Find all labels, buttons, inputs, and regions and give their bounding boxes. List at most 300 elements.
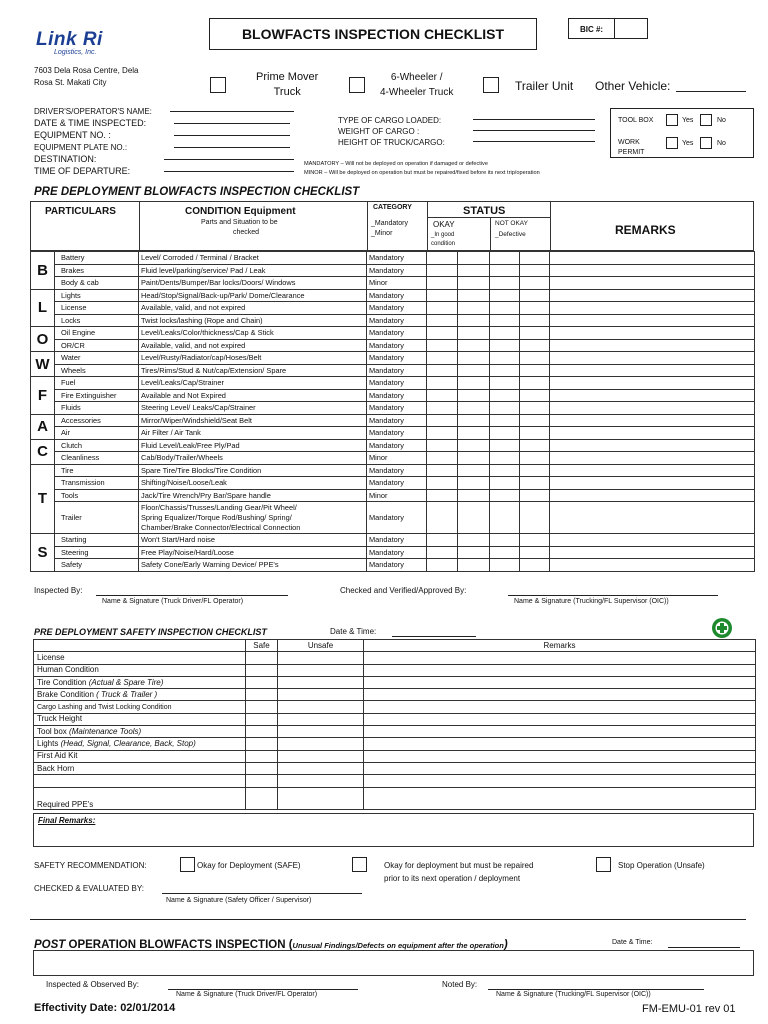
repair-deploy-line2: prior to its next operation / deployment <box>384 874 521 883</box>
safety-unsafe-cell[interactable] <box>278 762 364 774</box>
noted-by-input[interactable] <box>488 989 704 990</box>
safety-item-cell <box>34 738 246 750</box>
category-cell: Mandatory <box>367 502 427 534</box>
notokay-b-cell[interactable] <box>520 314 550 327</box>
safety-unsafe-cell[interactable] <box>278 775 364 787</box>
notokay-a-cell[interactable] <box>490 559 520 572</box>
blowfacts-row <box>31 327 755 340</box>
particular-cell: Clutch <box>55 439 139 452</box>
remarks-header: REMARKS <box>615 223 676 237</box>
remarks-cell[interactable] <box>550 534 755 547</box>
noted-by-label: Noted By: <box>442 980 478 989</box>
inspected-by-input[interactable] <box>96 595 288 596</box>
okay-a-cell[interactable] <box>427 352 458 365</box>
notokay-b-cell[interactable] <box>520 252 550 265</box>
safe-header: Safe <box>246 640 278 652</box>
remarks-cell[interactable] <box>550 452 755 465</box>
truck-height-input[interactable] <box>473 141 595 142</box>
okay-a-cell[interactable] <box>427 414 458 427</box>
checked-evaluated-input[interactable] <box>162 893 362 894</box>
okay-a-cell[interactable] <box>427 546 458 559</box>
condition-cell: Shifting/Noise/Loose/Leak <box>139 477 367 490</box>
okay-b-cell[interactable] <box>458 559 490 572</box>
permit-label-1: WORK <box>618 139 640 146</box>
safe-deploy-label: Okay for Deployment (SAFE) <box>197 861 301 870</box>
notokay-a-cell[interactable] <box>490 289 520 302</box>
wheeler-line1: 6-Wheeler / <box>390 72 443 83</box>
blowfacts-row <box>31 477 755 490</box>
safety-remarks-cell[interactable] <box>364 713 756 725</box>
prime-mover-checkbox[interactable] <box>210 77 226 93</box>
okay-a-cell[interactable] <box>427 427 458 440</box>
safety-remarks-cell[interactable] <box>364 676 756 688</box>
safety-safe-cell[interactable] <box>246 726 278 738</box>
safe-deploy-checkbox[interactable] <box>180 857 195 872</box>
okay-b-cell[interactable] <box>458 534 490 547</box>
safety-remarks-cell[interactable] <box>364 738 756 750</box>
safety-safe-cell[interactable] <box>246 652 278 664</box>
okay-a-cell[interactable] <box>427 252 458 265</box>
post-date-input[interactable] <box>668 947 740 948</box>
safety-item-cell <box>34 652 246 664</box>
notokay-a-cell[interactable] <box>490 502 520 534</box>
safety-unsafe-cell[interactable] <box>278 726 364 738</box>
safety-table <box>33 639 756 810</box>
notokay-b-cell[interactable] <box>520 389 550 402</box>
destination-input[interactable] <box>164 159 294 160</box>
remarks-cell[interactable] <box>550 327 755 340</box>
prime-mover-label <box>256 70 318 100</box>
condition-cell: Level/ Corroded / Terminal / Bracket <box>139 252 367 265</box>
okay-b-cell[interactable] <box>458 289 490 302</box>
particular-cell: Trailer <box>55 502 139 534</box>
departure-input[interactable] <box>164 171 294 172</box>
condition-line: Chamber/Brake Connector/Electrical Connection <box>141 522 301 532</box>
safety-item-label: Tool box <box>37 726 67 736</box>
okay-b-cell[interactable] <box>458 302 490 315</box>
post-title-sub: Unusual Findings/Defects on equipment after the operation <box>292 941 504 950</box>
notokay-a-cell[interactable] <box>490 302 520 315</box>
okay-a-cell[interactable] <box>427 364 458 377</box>
notokay-a-cell[interactable] <box>490 439 520 452</box>
notokay-b-cell[interactable] <box>520 427 550 440</box>
safety-item-note: (Actual & Spare Tire) <box>88 677 164 687</box>
okay-sub-2: condition <box>431 241 456 247</box>
notokay-b-cell[interactable] <box>520 352 550 365</box>
notokay-a-cell[interactable] <box>490 327 520 340</box>
category-cell: Mandatory <box>367 477 427 490</box>
notokay-a-cell[interactable] <box>490 534 520 547</box>
safety-remarks-cell[interactable] <box>364 787 756 809</box>
prime-mover-line1: Prime Mover <box>256 71 319 83</box>
condition-cell: Fluid Level/Leak/Free Ply/Pad <box>139 439 367 452</box>
checked-by-label: Checked and Verified/Approved By: <box>340 586 467 595</box>
departure-label: TIME OF DEPARTURE: <box>34 166 131 176</box>
safety-unsafe-cell[interactable] <box>278 689 364 701</box>
blowfacts-row <box>31 559 755 572</box>
permit-label-2: PERMIT <box>618 149 645 156</box>
remarks-cell[interactable] <box>550 302 755 315</box>
okay-a-cell[interactable] <box>427 489 458 502</box>
remarks-cell[interactable] <box>550 414 755 427</box>
safety-unsafe-cell[interactable] <box>278 664 364 676</box>
notokay-sub: _Defective <box>495 231 526 238</box>
safety-remarks-cell[interactable] <box>364 652 756 664</box>
safety-row <box>34 738 756 750</box>
okay-b-cell[interactable] <box>458 464 490 477</box>
category-cell: Mandatory <box>367 427 427 440</box>
destination-label: DESTINATION: <box>34 154 97 164</box>
particular-cell: Body & cab <box>55 277 139 290</box>
notokay-b-cell[interactable] <box>520 289 550 302</box>
notokay-b-cell[interactable] <box>520 464 550 477</box>
remarks-cell[interactable] <box>550 489 755 502</box>
safety-row <box>34 701 756 713</box>
okay-a-cell[interactable] <box>427 534 458 547</box>
permit-no-checkbox[interactable] <box>700 137 712 149</box>
company-address <box>34 65 139 89</box>
okay-b-cell[interactable] <box>458 264 490 277</box>
category-notes <box>304 160 540 178</box>
category-cell: Mandatory <box>367 327 427 340</box>
okay-a-cell[interactable] <box>427 389 458 402</box>
post-operation-box[interactable] <box>33 950 754 976</box>
safety-row <box>34 762 756 774</box>
safety-safe-cell[interactable] <box>246 775 278 787</box>
category-cell: Mandatory <box>367 377 427 390</box>
notokay-a-cell[interactable] <box>490 452 520 465</box>
safety-item-label: Lights <box>37 739 59 749</box>
notokay-b-cell[interactable] <box>520 339 550 352</box>
blowfacts-row <box>31 439 755 452</box>
safety-rec-label: SAFETY RECOMMENDATION: <box>34 861 147 870</box>
notokay-b-cell[interactable] <box>520 452 550 465</box>
remarks-cell[interactable] <box>550 352 755 365</box>
particular-cell: Lights <box>55 289 139 302</box>
notokay-a-cell[interactable] <box>490 477 520 490</box>
stop-operation-checkbox[interactable] <box>596 857 611 872</box>
permit-yes-checkbox[interactable] <box>666 137 678 149</box>
toolbox-yes-label: Yes <box>682 117 694 124</box>
notokay-b-cell[interactable] <box>520 327 550 340</box>
remarks-cell[interactable] <box>550 277 755 290</box>
okay-b-cell[interactable] <box>458 352 490 365</box>
notokay-b-cell[interactable] <box>520 502 550 534</box>
safety-safe-cell[interactable] <box>246 664 278 676</box>
blowfacts-row <box>31 489 755 502</box>
okay-b-cell[interactable] <box>458 546 490 559</box>
okay-b-cell[interactable] <box>458 277 490 290</box>
remarks-cell[interactable] <box>550 477 755 490</box>
okay-b-cell[interactable] <box>458 439 490 452</box>
safety-remarks-cell[interactable] <box>364 726 756 738</box>
plate-no-input[interactable] <box>174 147 290 148</box>
okay-a-cell[interactable] <box>427 477 458 490</box>
notokay-b-cell[interactable] <box>520 559 550 572</box>
notokay-b-cell[interactable] <box>520 439 550 452</box>
logo-text: Link Ri <box>36 29 103 50</box>
safety-unsafe-cell[interactable] <box>278 750 364 762</box>
safety-remarks-cell[interactable] <box>364 762 756 774</box>
okay-b-cell[interactable] <box>458 427 490 440</box>
safety-remarks-cell[interactable] <box>364 775 756 787</box>
notokay-a-cell[interactable] <box>490 389 520 402</box>
remarks-cell[interactable] <box>550 439 755 452</box>
safety-unsafe-cell[interactable] <box>278 713 364 725</box>
minor-note: MINOR – Will be deployed on operation but must be repaired/fixed before its next trip/operation <box>304 170 540 176</box>
condition-cell: Level/Leaks/Cap/Strainer <box>139 377 367 390</box>
safety-remarks-cell[interactable] <box>364 689 756 701</box>
permit-yes-label: Yes <box>682 140 694 147</box>
notokay-a-cell[interactable] <box>490 414 520 427</box>
remarks-cell[interactable] <box>550 252 755 265</box>
notokay-b-cell[interactable] <box>520 546 550 559</box>
cargo-weight-input[interactable] <box>473 130 595 131</box>
okay-a-cell[interactable] <box>427 339 458 352</box>
category-cell: Minor <box>367 277 427 290</box>
notokay-a-cell[interactable] <box>490 364 520 377</box>
remarks-cell[interactable] <box>550 364 755 377</box>
safety-date-input[interactable] <box>392 636 476 637</box>
safety-safe-cell[interactable] <box>246 713 278 725</box>
cargo-type-label: TYPE OF CARGO LOADED: <box>338 116 442 125</box>
notokay-a-cell[interactable] <box>490 252 520 265</box>
notokay-b-cell[interactable] <box>520 402 550 415</box>
wheeler-checkbox[interactable] <box>349 77 365 93</box>
safety-unsafe-cell[interactable] <box>278 676 364 688</box>
okay-a-cell[interactable] <box>427 277 458 290</box>
okay-b-cell[interactable] <box>458 364 490 377</box>
notokay-b-cell[interactable] <box>520 277 550 290</box>
particular-cell: License <box>55 302 139 315</box>
okay-b-cell[interactable] <box>458 452 490 465</box>
driver-fields <box>34 101 304 176</box>
okay-a-cell[interactable] <box>427 302 458 315</box>
particular-cell: Air <box>55 427 139 440</box>
page-title: BLOWFACTS INSPECTION CHECKLIST <box>241 26 505 42</box>
safety-row <box>34 787 756 809</box>
safety-remarks-cell[interactable] <box>364 664 756 676</box>
blowfacts-letter: L <box>31 289 55 327</box>
notokay-a-cell[interactable] <box>490 314 520 327</box>
notokay-b-cell[interactable] <box>520 534 550 547</box>
okay-b-cell[interactable] <box>458 402 490 415</box>
okay-b-cell[interactable] <box>458 339 490 352</box>
okay-a-cell[interactable] <box>427 464 458 477</box>
condition-header: CONDITION Equipment <box>185 206 296 217</box>
blowfacts-letter: W <box>31 352 55 377</box>
safety-safe-cell[interactable] <box>246 787 278 809</box>
notokay-b-cell[interactable] <box>520 477 550 490</box>
notokay-a-cell[interactable] <box>490 352 520 365</box>
particular-cell: Brakes <box>55 264 139 277</box>
safety-row <box>34 750 756 762</box>
condition-cell: Jack/Tire Wrench/Pry Bar/Spare handle <box>139 489 367 502</box>
notokay-a-cell[interactable] <box>490 427 520 440</box>
remarks-cell[interactable] <box>550 464 755 477</box>
safety-safe-cell[interactable] <box>246 689 278 701</box>
status-header: STATUS <box>463 205 506 217</box>
notokay-a-cell[interactable] <box>490 277 520 290</box>
toolbox-yes-checkbox[interactable] <box>666 114 678 126</box>
safety-safe-cell[interactable] <box>246 762 278 774</box>
okay-b-cell[interactable] <box>458 377 490 390</box>
wheeler-label <box>380 70 453 100</box>
okay-a-cell[interactable] <box>427 559 458 572</box>
company-logo <box>36 30 103 56</box>
post-title-main: OPERATION BLOWFACTS INSPECTION ( <box>65 939 293 951</box>
remarks-cell[interactable] <box>550 314 755 327</box>
safety-item-cell <box>34 664 246 676</box>
safety-safe-cell[interactable] <box>246 738 278 750</box>
notokay-a-cell[interactable] <box>490 546 520 559</box>
remarks-cell[interactable] <box>550 339 755 352</box>
inspected-observed-input[interactable] <box>168 989 358 990</box>
okay-a-cell[interactable] <box>427 377 458 390</box>
equipment-no-input[interactable] <box>174 135 290 136</box>
date-inspected-input[interactable] <box>174 123 290 124</box>
safety-unsafe-cell[interactable] <box>278 701 364 713</box>
particular-cell: Battery <box>55 252 139 265</box>
condition-sub-2: checked <box>233 229 260 236</box>
safety-unsafe-cell[interactable] <box>278 787 364 809</box>
remarks-cell[interactable] <box>550 264 755 277</box>
safety-row <box>34 664 756 676</box>
remarks-cell[interactable] <box>550 546 755 559</box>
notokay-b-cell[interactable] <box>520 489 550 502</box>
blowfacts-letter: A <box>31 414 55 439</box>
category-cell: Mandatory <box>367 352 427 365</box>
okay-b-cell[interactable] <box>458 502 490 534</box>
blowfacts-table-header <box>30 201 754 251</box>
category-cell: Mandatory <box>367 264 427 277</box>
blowfacts-row <box>31 352 755 365</box>
post-title-bold: POST <box>34 939 66 951</box>
condition-cell: Cab/Body/Trailer/Wheels <box>139 452 367 465</box>
cargo-type-input[interactable] <box>473 119 595 120</box>
other-vehicle-input[interactable] <box>676 91 746 92</box>
final-remarks-box[interactable] <box>33 813 754 847</box>
okay-a-cell[interactable] <box>427 289 458 302</box>
address-line-1: 7603 Dela Rosa Centre, Dela <box>34 66 139 75</box>
notokay-b-cell[interactable] <box>520 264 550 277</box>
notokay-b-cell[interactable] <box>520 377 550 390</box>
notokay-b-cell[interactable] <box>520 364 550 377</box>
logo-subtext: Logistics, Inc. <box>54 49 97 56</box>
safety-unsafe-cell[interactable] <box>278 652 364 664</box>
blowfacts-letter: T <box>31 464 55 534</box>
notokay-b-cell[interactable] <box>520 414 550 427</box>
form-number: FM-EMU-01 rev 01 <box>642 1003 736 1015</box>
notokay-a-cell[interactable] <box>490 489 520 502</box>
remarks-cell[interactable] <box>550 559 755 572</box>
bic-input[interactable] <box>615 19 647 38</box>
remarks-cell[interactable] <box>550 502 755 534</box>
okay-a-cell[interactable] <box>427 502 458 534</box>
condition-cell: Free Play/Noise/Hard/Loose <box>139 546 367 559</box>
blowfacts-row <box>31 264 755 277</box>
notokay-a-cell[interactable] <box>490 377 520 390</box>
checked-by-input[interactable] <box>508 595 718 596</box>
category-header: CATEGORY <box>373 204 412 211</box>
blowfacts-row <box>31 427 755 440</box>
effectivity-date: Effectivity Date: 02/01/2014 <box>34 1002 176 1014</box>
remarks-cell[interactable] <box>550 289 755 302</box>
blowfacts-letter: C <box>31 439 55 464</box>
notokay-a-cell[interactable] <box>490 264 520 277</box>
remarks-cell[interactable] <box>550 427 755 440</box>
wheeler-line2: 4-Wheeler Truck <box>380 87 454 98</box>
blowfacts-section-title: PRE DEPLOYMENT BLOWFACTS INSPECTION CHECKLIST <box>34 186 360 198</box>
safety-item-label: First Aid Kit <box>37 751 78 761</box>
okay-a-cell[interactable] <box>427 402 458 415</box>
safety-item-cell <box>34 762 246 774</box>
toolbox-no-checkbox[interactable] <box>700 114 712 126</box>
safety-safe-cell[interactable] <box>246 701 278 713</box>
cargo-weight-label: WEIGHT OF CARGO : <box>338 127 420 136</box>
okay-a-cell[interactable] <box>427 314 458 327</box>
condition-cell: Mirror/Wiper/Windshield/Seat Belt <box>139 414 367 427</box>
category-cell: Mandatory <box>367 302 427 315</box>
notokay-a-cell[interactable] <box>490 464 520 477</box>
okay-b-cell[interactable] <box>458 389 490 402</box>
okay-b-cell[interactable] <box>458 489 490 502</box>
safety-remarks-cell[interactable] <box>364 701 756 713</box>
category-cell: Mandatory <box>367 289 427 302</box>
condition-cell: Air Filter / Air Tank <box>139 427 367 440</box>
safety-unsafe-cell[interactable] <box>278 738 364 750</box>
okay-b-cell[interactable] <box>458 414 490 427</box>
condition-cell: Available and Not Expired <box>139 389 367 402</box>
okay-b-cell[interactable] <box>458 477 490 490</box>
blowfacts-row <box>31 464 755 477</box>
safety-remarks-cell[interactable] <box>364 750 756 762</box>
category-cell: Mandatory <box>367 546 427 559</box>
okay-a-cell[interactable] <box>427 439 458 452</box>
safety-safe-cell[interactable] <box>246 750 278 762</box>
driver-name-input[interactable] <box>170 111 294 112</box>
safety-safe-cell[interactable] <box>246 676 278 688</box>
repair-deploy-checkbox[interactable] <box>352 857 367 872</box>
final-remarks-label: Final Remarks: <box>38 816 96 825</box>
trailer-checkbox[interactable] <box>483 77 499 93</box>
safety-row <box>34 775 756 787</box>
notokay-a-cell[interactable] <box>490 402 520 415</box>
remarks-cell[interactable] <box>550 389 755 402</box>
notokay-b-cell[interactable] <box>520 302 550 315</box>
okay-a-cell[interactable] <box>427 327 458 340</box>
date-inspected-label: DATE & TIME INSPECTED: <box>34 118 147 128</box>
category-cell: Mandatory <box>367 414 427 427</box>
condition-cell: Safety Cone/Early Warning Device/ PPE's <box>139 559 367 572</box>
remarks-cell[interactable] <box>550 402 755 415</box>
particular-cell: Accessories <box>55 414 139 427</box>
trailer-label: Trailer Unit <box>515 79 574 93</box>
okay-b-cell[interactable] <box>458 314 490 327</box>
safety-item-cell <box>34 701 246 713</box>
okay-b-cell[interactable] <box>458 327 490 340</box>
okay-b-cell[interactable] <box>458 252 490 265</box>
safety-item-note: (Head, Signal, Clearance, Back, Stop) <box>60 739 196 749</box>
okay-a-cell[interactable] <box>427 264 458 277</box>
particular-cell: Safety <box>55 559 139 572</box>
okay-a-cell[interactable] <box>427 452 458 465</box>
notokay-a-cell[interactable] <box>490 339 520 352</box>
repair-deploy-label <box>384 859 533 885</box>
particular-cell: Locks <box>55 314 139 327</box>
remarks-cell[interactable] <box>550 377 755 390</box>
blowfacts-row <box>31 402 755 415</box>
